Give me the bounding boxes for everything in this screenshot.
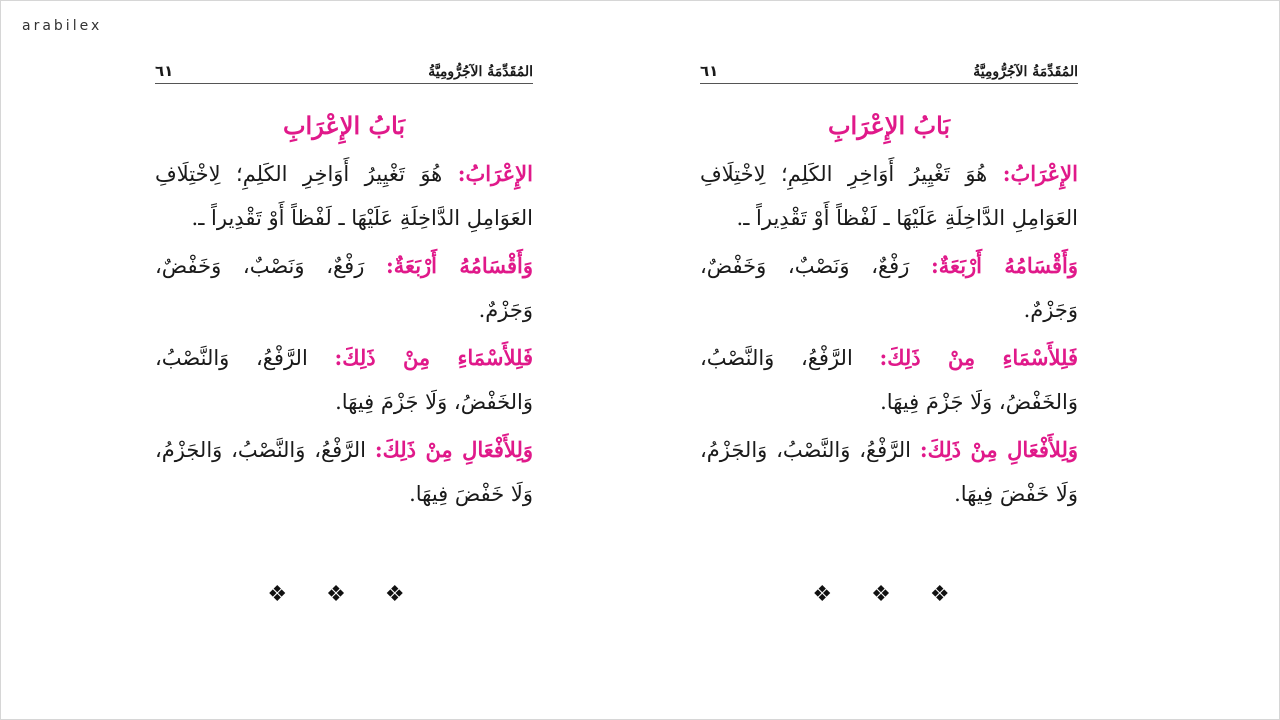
paragraph-term: فَلِلأَسْمَاءِ مِنْ ذَلِكَ:	[879, 345, 1078, 370]
page-number: ٦١	[700, 62, 719, 80]
running-title: المُقَدِّمَةُ الآجُرُّومِيَّةُ	[973, 64, 1078, 80]
chapter-title: بَابُ الإِعْرَابِ	[282, 111, 406, 140]
paragraph-term: الإِعْرَابُ:	[457, 161, 533, 186]
paragraph-text: الرَّفْعُ، وَالنَّصْبُ، وَالخَفْضُ، وَلَا جَزْمَ فِيهَا.	[700, 346, 1078, 414]
paragraph-text: الرَّفْعُ، وَالنَّصْبُ، وَالجَزْمُ، وَلَا خَفْضَ فِيهَا.	[700, 438, 1078, 506]
book-page-right	[700, 58, 1078, 607]
book-page-left	[155, 58, 533, 607]
paragraph	[155, 336, 533, 424]
paragraph	[155, 244, 533, 332]
page-number: ٦١	[155, 62, 174, 80]
paragraph	[700, 152, 1078, 240]
chapter-title: بَابُ الإِعْرَابِ	[827, 111, 951, 140]
paragraph	[700, 428, 1078, 516]
paragraph-term: الإِعْرَابُ:	[1002, 161, 1078, 186]
paragraph-text: هُوَ تَغْيِيرُ أَوَاخِرِ الكَلِمِ؛ لِاخْتِلَافِ العَوَامِلِ الدَّاخِلَةِ عَلَيْهَا ـ لَفْظاً أَوْ تَقْدِيراً ـ.	[155, 162, 533, 230]
running-header	[155, 58, 533, 84]
paragraph-term: وَأَقْسَامُهُ أَرْبَعَةٌ:	[931, 253, 1078, 278]
paragraph-text: الرَّفْعُ، وَالنَّصْبُ، وَالجَزْمُ، وَلَا خَفْضَ فِيهَا.	[155, 438, 533, 506]
paragraph-text: الرَّفْعُ، وَالنَّصْبُ، وَالخَفْضُ، وَلَا جَزْمَ فِيهَا.	[155, 346, 533, 414]
running-title: المُقَدِّمَةُ الآجُرُّومِيَّةُ	[428, 64, 533, 80]
ornament-divider: ❖ ❖ ❖	[267, 582, 421, 607]
paragraph-term: وَلِلأَفْعَالِ مِنْ ذَلِكَ:	[374, 437, 533, 462]
paragraph-text: رَفْعٌ، وَنَصْبٌ، وَخَفْضٌ، وَجَزْمٌ.	[700, 254, 1078, 322]
paragraph	[700, 244, 1078, 332]
running-header	[700, 58, 1078, 84]
paragraph-term: فَلِلأَسْمَاءِ مِنْ ذَلِكَ:	[334, 345, 533, 370]
paragraph	[700, 336, 1078, 424]
watermark-logo: arabilex	[22, 18, 103, 34]
paragraph-term: وَلِلأَفْعَالِ مِنْ ذَلِكَ:	[919, 437, 1078, 462]
paragraph-text: هُوَ تَغْيِيرُ أَوَاخِرِ الكَلِمِ؛ لِاخْتِلَافِ العَوَامِلِ الدَّاخِلَةِ عَلَيْهَا ـ لَفْظاً أَوْ تَقْدِيراً ـ.	[700, 162, 1078, 230]
paragraph	[155, 152, 533, 240]
paragraph	[155, 428, 533, 516]
paragraph-term: وَأَقْسَامُهُ أَرْبَعَةٌ:	[386, 253, 533, 278]
paragraph-text: رَفْعٌ، وَنَصْبٌ، وَخَفْضٌ، وَجَزْمٌ.	[155, 254, 533, 322]
ornament-divider: ❖ ❖ ❖	[812, 582, 966, 607]
